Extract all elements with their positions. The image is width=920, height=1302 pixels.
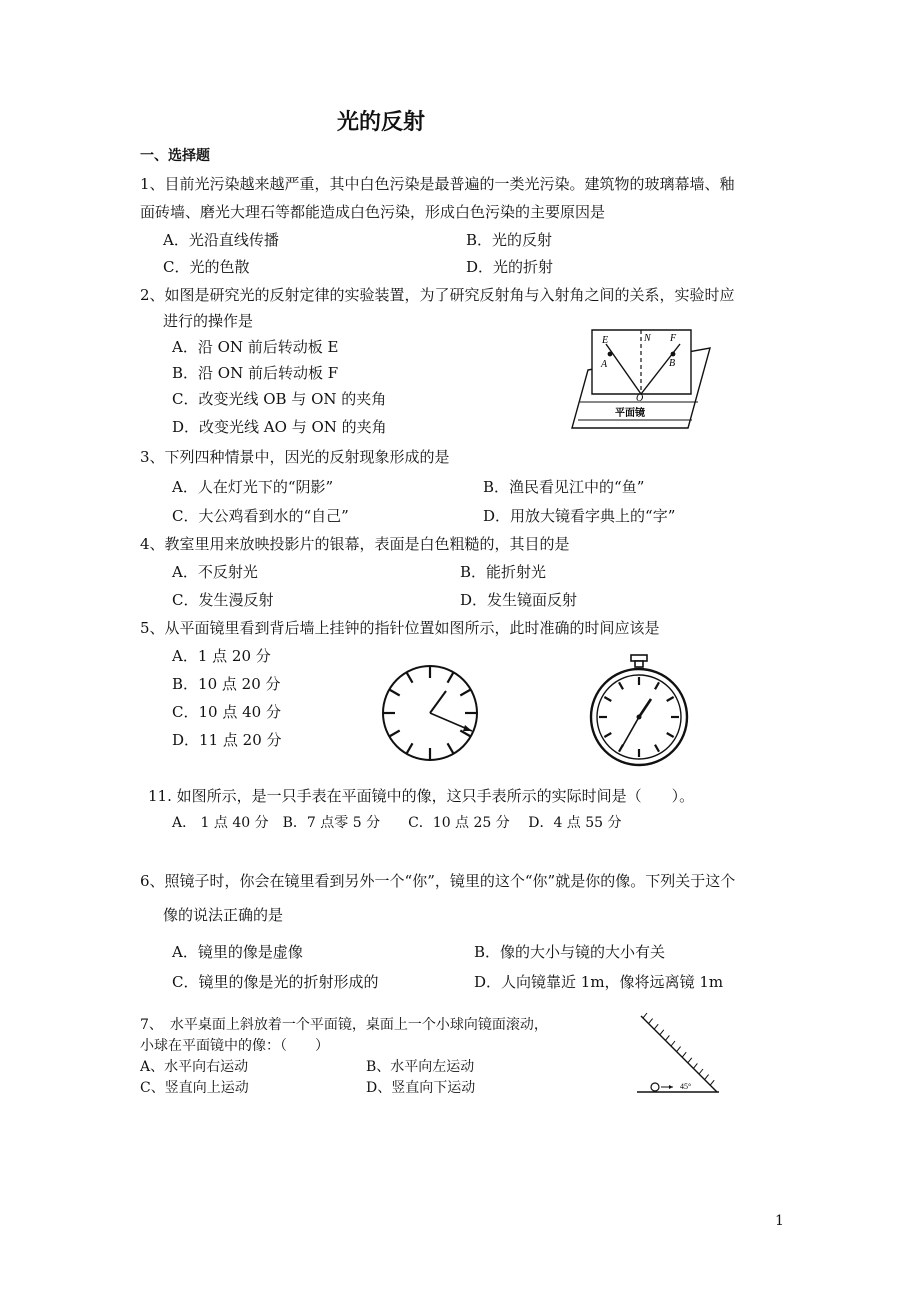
label-A: A — [601, 359, 608, 370]
q4-option-d: D．发生镜面反射 — [460, 591, 578, 609]
section-heading: 一、选择题 — [140, 148, 210, 164]
page-title: 光的反射 — [337, 110, 426, 135]
q7-option-c: C、竖直向上运动 — [140, 1080, 249, 1096]
q11-stem: 11. 如图所示，是一只手表在平面镜中的像，这只手表所示的实际时间是（ ）。 — [148, 787, 695, 805]
q3-option-b: B．渔民看见江中的“鱼” — [483, 478, 645, 496]
q1-option-d: D．光的折射 — [466, 258, 554, 276]
q2-stem-line1: 2、如图是研究光的反射定律的实验装置，为了研究反射角与入射角之间的关系，实验时应 — [140, 286, 735, 304]
q5-option-a: A．1 点 20 分 — [172, 647, 271, 665]
q5-option-d: D．11 点 20 分 — [172, 731, 282, 749]
mirror-hatch — [649, 1019, 653, 1024]
q2-stem-line2: 进行的操作是 — [163, 312, 254, 330]
q6-stem-line2: 像的说法正确的是 — [163, 906, 284, 924]
q2-option-b: B．沿 ON 前后转动板 F — [172, 364, 339, 382]
label-B: B — [669, 358, 676, 369]
q3-option-a: A．人在灯光下的“阴影” — [172, 478, 334, 496]
mirror-hatch — [710, 1080, 714, 1085]
mirror-hatch — [660, 1030, 664, 1035]
q7-stem-line2: 小球在平面镜中的像：（ ） — [140, 1038, 329, 1054]
q2-option-c: C．改变光线 OB 与 ON 的夹角 — [172, 390, 387, 408]
label-mirror: 平面镜 — [615, 408, 645, 419]
label-E: E — [602, 335, 609, 346]
q1-stem-line1: 1、目前光污染越来越严重，其中白色污染是最普遍的一类光污染。建筑物的玻璃幕墙、釉 — [140, 175, 735, 193]
q5-option-b: B．10 点 20 分 — [172, 675, 281, 693]
q11-options: A． 1 点 40 分 B．7 点零 5 分 C．10 点 25 分 D．4 点 55 分 — [172, 815, 622, 831]
q3-option-d: D．用放大镜看字典上的“字” — [483, 507, 676, 525]
q6-option-b: B．像的大小与镜的大小有关 — [474, 943, 666, 961]
q6-option-d: D．人向镜靠近 1m，像将远离镜 1m — [474, 973, 724, 991]
label-O: O — [636, 393, 644, 404]
wall-clock-figure — [381, 663, 481, 763]
q5-stem: 5、从平面镜里看到背后墙上挂钟的指针位置如图所示，此时准确的时间应该是 — [140, 619, 660, 637]
q7-option-a: A、水平向右运动 — [140, 1059, 249, 1075]
q1-stem-line2: 面砖墙、磨光大理石等都能造成白色污染，形成白色污染的主要原因是 — [140, 203, 606, 221]
q7-option-b: B、水平向左运动 — [366, 1059, 475, 1075]
q7-stem-line1: 7、 水平桌面上斜放着一个平面镜，桌面上一个小球向镜面滚动， — [140, 1017, 548, 1033]
q6-stem-line1: 6、照镜子时，你会在镜里看到另外一个“你”，镜里的这个“你”就是你的像。下列关于这个 — [140, 872, 736, 890]
q1-option-c: C．光的色散 — [163, 258, 250, 276]
q7-option-d: D、竖直向下运动 — [366, 1080, 476, 1096]
ball — [651, 1083, 659, 1091]
label-N: N — [644, 333, 651, 344]
mirror-hatch — [671, 1041, 675, 1046]
q5-option-c: C．10 点 40 分 — [172, 703, 281, 721]
mirror-hatch — [654, 1024, 658, 1029]
mirror-hatch — [665, 1035, 669, 1040]
angle-label: 45° — [680, 1082, 692, 1091]
mirror-hatch — [682, 1052, 686, 1057]
q1-option-a: A．光沿直线传播 — [163, 231, 279, 249]
label-F: F — [670, 333, 677, 344]
mirror-hatch — [688, 1058, 692, 1063]
watch-figure — [589, 655, 693, 767]
q6-option-c: C．镜里的像是光的折射形成的 — [172, 973, 379, 991]
reflection-apparatus-figure — [572, 330, 712, 430]
mirror-hatch — [677, 1047, 681, 1052]
mirror-hatch — [643, 1013, 647, 1018]
page-number: 1 — [775, 1213, 784, 1229]
q4-option-b: B．能折射光 — [460, 563, 547, 581]
q3-stem: 3、下列四种情景中，因光的反射现象形成的是 — [140, 448, 450, 466]
q2-option-a: A．沿 ON 前后转动板 E — [172, 338, 339, 356]
q6-option-a: A．镜里的像是虚像 — [172, 943, 303, 961]
q4-option-a: A．不反射光 — [172, 563, 258, 581]
q2-option-d: D．改变光线 AO 与 ON 的夹角 — [172, 418, 387, 436]
mirror-hatch — [705, 1075, 709, 1080]
q1-option-b: B．光的反射 — [466, 231, 553, 249]
mirror-hatch — [693, 1063, 697, 1068]
mirror-hatch — [699, 1069, 703, 1074]
inclined-mirror-figure — [635, 1010, 721, 1096]
q4-option-c: C．发生漫反射 — [172, 591, 274, 609]
q3-option-c: C．大公鸡看到水的“自己” — [172, 507, 349, 525]
q4-stem: 4、教室里用来放映投影片的银幕，表面是白色粗糙的，其目的是 — [140, 535, 570, 553]
